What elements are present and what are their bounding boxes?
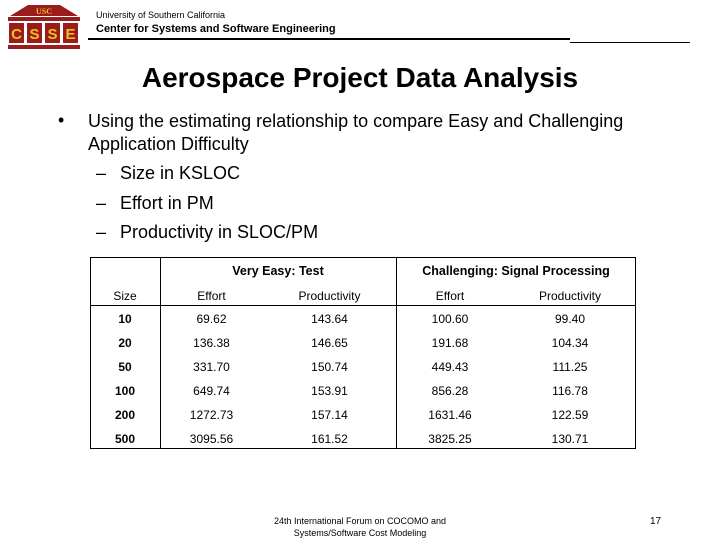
sub-item-size: Size in KSLOC — [120, 163, 241, 183]
dash-icon: – — [96, 163, 107, 183]
table-row — [90, 427, 636, 451]
cell-productivity-easy: 146.65 — [311, 336, 348, 350]
header-rule-extension — [570, 42, 690, 43]
group-header-blank — [90, 257, 160, 285]
university-name: University of Southern California — [96, 10, 226, 20]
table-row — [90, 355, 636, 379]
cell-productivity-challenging: 99.40 — [554, 312, 586, 326]
cell-effort-easy: 136.38 — [193, 336, 230, 350]
sub-item-productivity: Productivity in SLOC/PM — [120, 222, 319, 242]
cell-productivity-easy: 153.91 — [311, 384, 348, 398]
group-header-challenging: Challenging: Signal Processing — [422, 264, 610, 278]
cell-productivity-challenging: 111.25 — [552, 360, 588, 374]
cell-effort-easy: 1272.73 — [189, 408, 234, 422]
cell-effort-challenging: 449.43 — [431, 360, 469, 374]
table-row — [90, 403, 636, 427]
cell-productivity-easy: 161.52 — [311, 432, 348, 446]
cell-size: 10 — [118, 312, 132, 326]
dash-icon: – — [96, 193, 107, 213]
footer-conference — [250, 515, 470, 539]
logo-letter-3: S — [47, 26, 58, 43]
cell-effort-challenging: 856.28 — [431, 384, 469, 398]
column-header-row — [90, 285, 636, 307]
sub-item-effort: Effort in PM — [120, 193, 214, 213]
bullet-icon: • — [58, 110, 65, 130]
col-header-effort-challenging: Effort — [435, 289, 465, 303]
sub-item — [96, 163, 240, 184]
cell-productivity-easy: 150.74 — [311, 360, 348, 374]
logo-base — [8, 45, 80, 49]
logo-usc-text: USC — [35, 7, 53, 16]
slide-title: Aerospace Project Data Analysis — [141, 62, 579, 93]
col-header-productivity-easy: Productivity — [298, 289, 361, 303]
logo-letter-1: C — [11, 26, 22, 43]
dash-icon: – — [96, 222, 107, 242]
cell-size: 100 — [114, 384, 136, 398]
cell-effort-challenging: 191.68 — [431, 336, 469, 350]
table-row — [90, 331, 636, 355]
sub-item — [96, 222, 318, 243]
table-row — [90, 307, 636, 331]
bullet-text: Using the estimating relationship to compare Easy and Challenging Application Difficulty — [88, 111, 624, 154]
cell-productivity-challenging: 116.78 — [552, 384, 588, 398]
cell-size: 500 — [114, 432, 136, 446]
cell-productivity-challenging: 104.34 — [551, 336, 589, 350]
cell-productivity-easy: 143.64 — [311, 312, 348, 326]
group-header-row — [90, 257, 636, 285]
center-name: Center for Systems and Software Engineering — [96, 23, 336, 35]
cell-size: 50 — [118, 360, 132, 374]
cell-effort-easy: 69.62 — [196, 312, 227, 326]
footer-line-1: 24th International Forum on COCOMO and — [273, 516, 447, 526]
cell-size: 20 — [118, 336, 132, 350]
cell-effort-challenging: 1631.46 — [428, 408, 472, 422]
footer-line-2: Systems/Software Cost Modeling — [293, 528, 427, 538]
table-row — [90, 379, 636, 403]
logo-letter-4: E — [65, 26, 76, 43]
cell-effort-easy: 3095.56 — [189, 432, 234, 446]
usc-csse-logo — [6, 4, 82, 50]
table-divider-size — [160, 257, 161, 449]
group-header-easy: Very Easy: Test — [232, 264, 324, 278]
cell-productivity-challenging: 130.71 — [551, 432, 589, 446]
sub-item — [96, 193, 214, 214]
cell-effort-easy: 331.70 — [193, 360, 230, 374]
logo-letter-2: S — [29, 26, 40, 43]
cell-productivity-easy: 157.14 — [311, 408, 348, 422]
page-number: 17 — [650, 516, 662, 527]
col-header-productivity-challenging: Productivity — [538, 289, 602, 303]
cell-effort-challenging: 3825.25 — [428, 432, 472, 446]
cell-effort-challenging: 100.60 — [431, 312, 469, 326]
table-divider-groups — [396, 257, 397, 449]
col-header-effort-easy: Effort — [197, 289, 226, 303]
logo-band — [8, 17, 80, 21]
table-header-rule — [90, 305, 636, 306]
cell-productivity-challenging: 122.59 — [551, 408, 589, 422]
comparison-table — [90, 257, 636, 451]
cell-effort-easy: 649.74 — [193, 384, 230, 398]
col-header-size: Size — [113, 289, 137, 303]
cell-size: 200 — [114, 408, 136, 422]
header-rule — [88, 38, 570, 40]
